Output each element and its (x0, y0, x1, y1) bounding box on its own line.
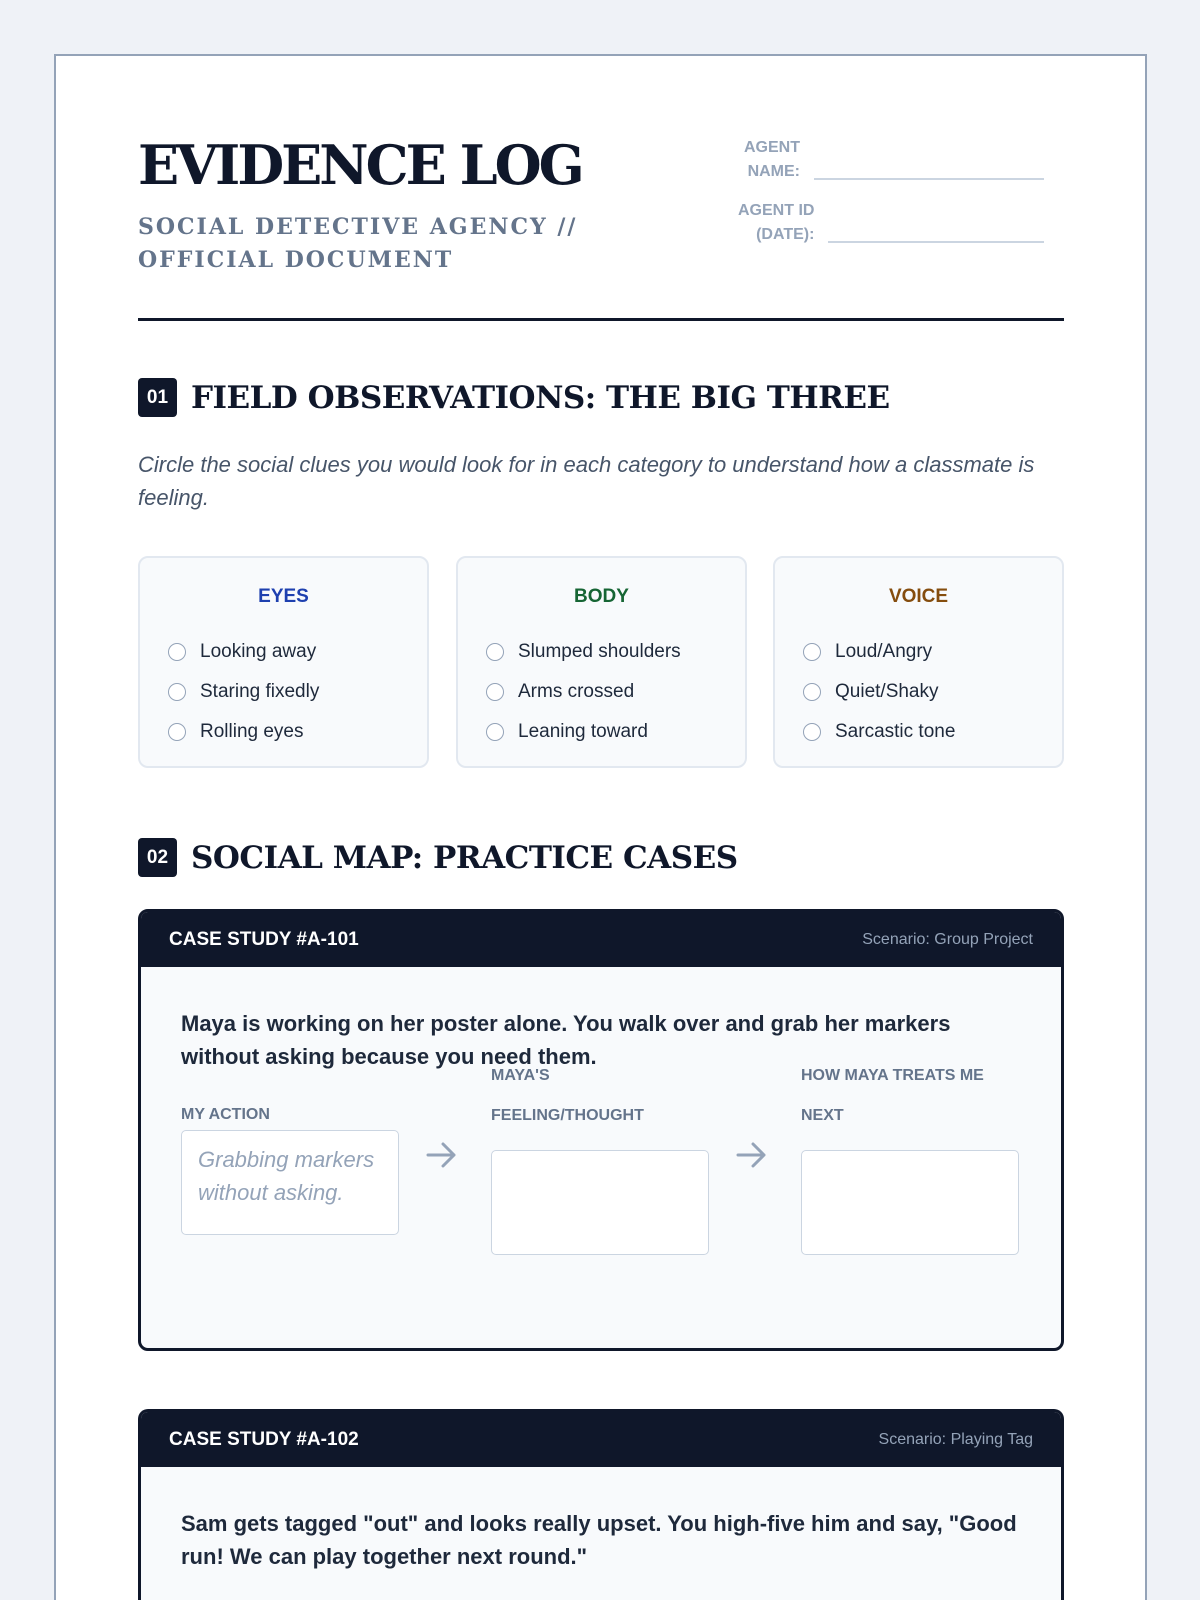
agent-id-field (738, 199, 1044, 247)
clue-option[interactable]: Staring fixedly (168, 672, 319, 712)
agent-id-line[interactable] (828, 241, 1044, 243)
case-header (141, 1412, 1061, 1467)
card-title-body: BODY (574, 586, 629, 607)
radio-circle-icon[interactable] (803, 723, 821, 741)
header-divider (138, 318, 1064, 321)
case-id: CASE STUDY #A-102 (169, 1428, 359, 1450)
clue-option[interactable]: Sarcastic tone (803, 712, 955, 752)
case-description: Sam gets tagged "out" and looks really upset. You high-five him and say, "Good run! We can play together next round." (181, 1511, 1017, 1569)
case-id: CASE STUDY #A-101 (169, 928, 359, 950)
agent-name-label: AGENT NAME: (744, 139, 800, 180)
radio-circle-icon[interactable] (803, 683, 821, 701)
card-title-eyes: EYES (258, 586, 309, 607)
section-title: FIELD OBSERVATIONS: THE BIG THREE (191, 379, 890, 416)
radio-circle-icon[interactable] (168, 683, 186, 701)
case-header (141, 912, 1061, 967)
flow-label-action: MY ACTION (181, 1106, 270, 1123)
case-scenario: Scenario: Group Project (862, 930, 1033, 948)
case-study-card (138, 909, 1064, 1351)
section-number-badge: 02 (138, 838, 177, 877)
instructions-text: Circle the social clues you would look for in each category to understand how a classmate is feeling. (138, 452, 1035, 510)
clue-option[interactable]: Looking away (168, 632, 319, 672)
radio-circle-icon[interactable] (168, 643, 186, 661)
clue-card-eyes (138, 556, 429, 768)
card-title-voice: VOICE (888, 586, 949, 607)
clue-card-body (456, 556, 747, 768)
section-number-badge: 01 (138, 378, 177, 417)
case-description: Maya is working on her poster alone. You walk over and grab her markers without asking because you need them. (181, 1011, 951, 1069)
flow-label-next: HOW MAYA TREATS ME NEXT (801, 1067, 984, 1124)
agent-name-line[interactable] (814, 178, 1044, 180)
agent-name-field (744, 136, 1044, 184)
feeling-answer-box[interactable] (491, 1150, 709, 1255)
flow-label-feeling: MAYA'S FEELING/THOUGHT (491, 1067, 644, 1124)
radio-circle-icon[interactable] (168, 723, 186, 741)
clue-option[interactable]: Quiet/Shaky (803, 672, 955, 712)
section-header-observations (138, 378, 890, 417)
arrow-right-icon (735, 1140, 769, 1170)
clue-option[interactable]: Slumped shoulders (486, 632, 681, 672)
page-subtitle: SOCIAL DETECTIVE AGENCY // OFFICIAL DOCUMENT (138, 214, 578, 273)
agent-id-label: AGENT ID (DATE): (738, 202, 815, 243)
radio-circle-icon[interactable] (486, 683, 504, 701)
action-example-box: Grabbing markers without asking. (181, 1130, 399, 1235)
case-scenario: Scenario: Playing Tag (878, 1430, 1033, 1448)
clue-option[interactable]: Rolling eyes (168, 712, 319, 752)
clue-option[interactable]: Loud/Angry (803, 632, 955, 672)
radio-circle-icon[interactable] (486, 723, 504, 741)
next-answer-box[interactable] (801, 1150, 1019, 1255)
clue-option[interactable]: Leaning toward (486, 712, 681, 752)
radio-circle-icon[interactable] (486, 643, 504, 661)
case-study-card (138, 1409, 1064, 1600)
clue-option[interactable]: Arms crossed (486, 672, 681, 712)
page-title: EVIDENCE LOG (138, 133, 582, 197)
section-title: SOCIAL MAP: PRACTICE CASES (191, 839, 738, 876)
worksheet-page (54, 54, 1147, 1600)
arrow-right-icon (425, 1140, 459, 1170)
section-header-social-map (138, 838, 738, 877)
radio-circle-icon[interactable] (803, 643, 821, 661)
clue-card-voice (773, 556, 1064, 768)
